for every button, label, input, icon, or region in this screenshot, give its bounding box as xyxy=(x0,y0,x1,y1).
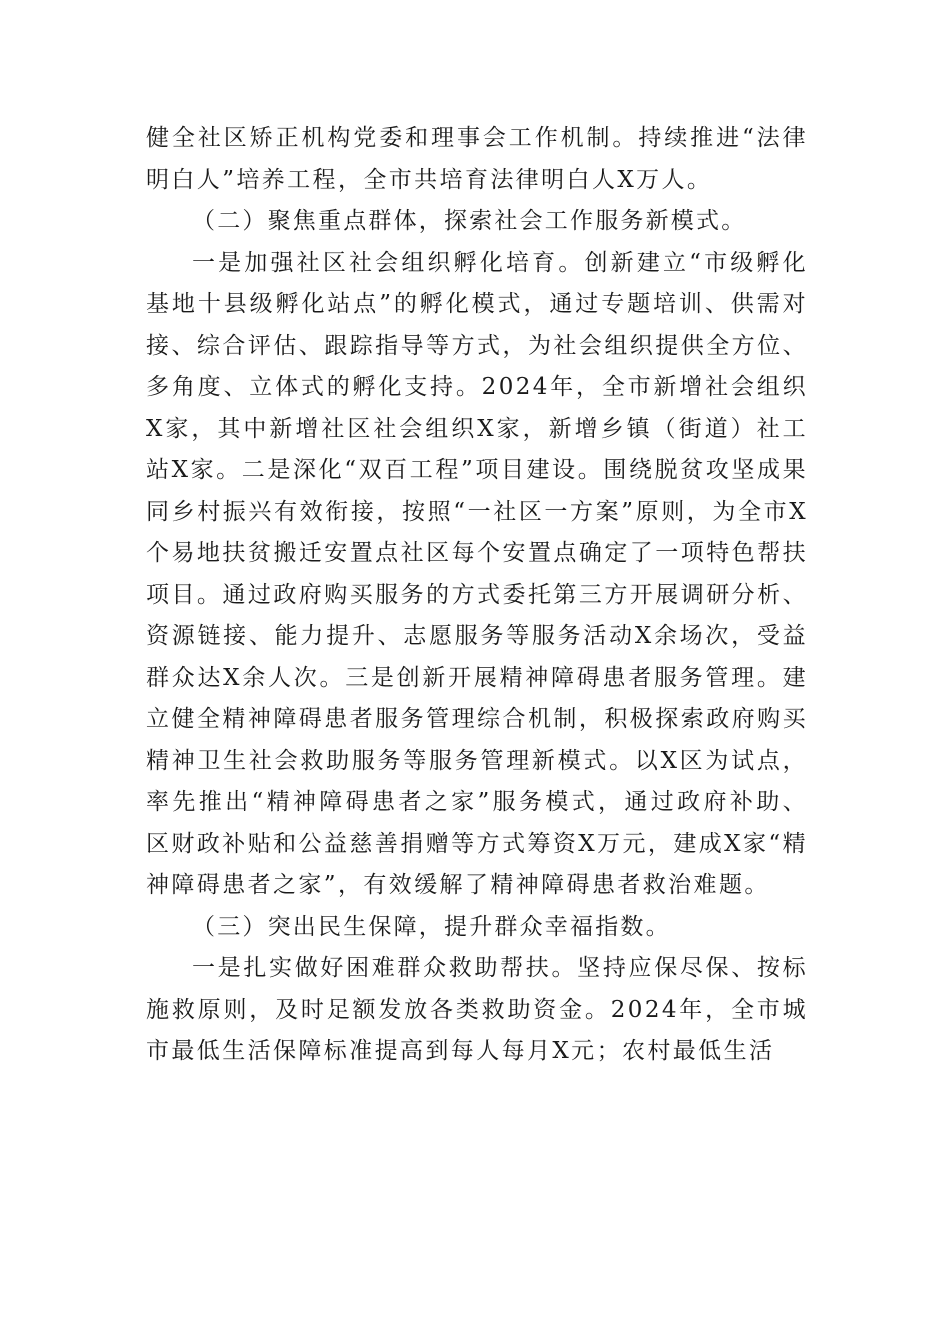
paragraph-social-work: 一是加强社区社会组织孵化培育。创新建立“市级孵化基地十县级孵化站点”的孵化模式，通过专题培训、供需对接、综合评估、跟踪指导等方式，为社会组织提供全方位、多角度、立体式的孵化支持。2024年，全市新增社会组织X家，其中新增社区社会组织X家，新增乡镇（街道）社工站X家。二是深化“双百工程”项目建设。围绕脱贫攻坚成果同乡村振兴有效衔接，按照“一社区一方案”原则，为全市X个易地扶贫搬迁安置点社区每个安置点确定了一项特色帮扶项目。通过政府购买服务的方式委托第三方开展调研分析、资源链接、能力提升、志愿服务等服务活动X余场次，受益群众达X余人次。三是创新开展精神障碍患者服务管理。建立健全精神障碍患者服务管理综合机制，积极探索政府购买精神卫生社会救助服务等服务管理新模式。以X区为试点，率先推出“精神障碍患者之家”服务模式，通过政府补助、区财政补贴和公益慈善捐赠等方式筹资X万元，建成X家“精神障碍患者之家”，有效缓解了精神障碍患者救治难题。 xyxy=(146,249,808,898)
section-heading-2: （二）聚焦重点群体，探索社会工作服务新模式。 xyxy=(192,208,747,234)
document-body xyxy=(146,118,808,1073)
paragraph-livelihood: 一是扎实做好困难群众救助帮扶。坚持应保尽保、按标施救原则，及时足额发放各类救助资金。2024年，全市城市最低生活保障标准提高到每人每月X元；农村最低生活 xyxy=(146,955,808,1064)
section-heading-3: （三）突出民生保障，提升群众幸福指数。 xyxy=(192,913,671,940)
paragraph-continuation: 健全社区矫正机构党委和理事会工作机制。持续推进“法律明白人”培养工程，全市共培育法律明白人X万人。 xyxy=(146,125,808,193)
